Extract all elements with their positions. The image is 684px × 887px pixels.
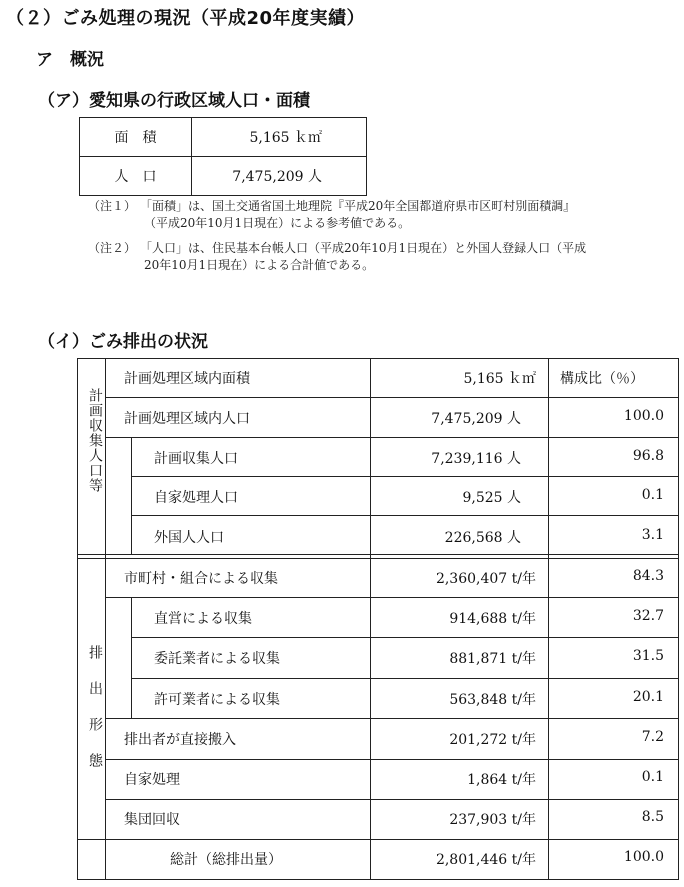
note-2-mark: （注２） (88, 241, 137, 255)
note-1-mark: （注１） (88, 199, 137, 213)
row-value: 201,272 t/年 (449, 732, 536, 748)
area-population-table (79, 117, 367, 196)
population-label: 人口 (80, 157, 192, 196)
row-value: 914,688 t/年 (449, 611, 536, 627)
heading-waste-emission: （イ）ごみ排出の状況 (38, 332, 208, 352)
row-value: 9,525 人 (462, 490, 521, 506)
row-ratio: 96.8 (632, 448, 664, 464)
note-2-text-cont: 20年10月1日現在）による合計値である。 (144, 258, 375, 272)
group-label-collection-population: 計画収集人口等 (87, 388, 103, 493)
row-value: 7,475,209 人 (431, 411, 521, 427)
row-value: 1,864 t/年 (467, 772, 536, 788)
row-label: 許可業者による収集 (154, 692, 280, 708)
row-ratio: 84.3 (632, 568, 664, 584)
row-label: 集団回収 (124, 812, 180, 828)
row-ratio: 32.7 (632, 608, 664, 624)
note-2-text: 「人口」は、住民基本台帳人口（平成20年10月1日現在）と外国人登録人口（平成 (140, 241, 587, 255)
row-label: 市町村・組合による収集 (124, 571, 278, 587)
note-1-text: 「面積」は、国土交通省国土地理院『平成20年全国都道府県市区町村別面積調』 (140, 199, 576, 213)
row-ratio: 8.5 (641, 809, 664, 825)
row-value: 5,165 ｋ㎡ (463, 371, 536, 387)
row-label: 排出者が直接搬入 (124, 732, 236, 748)
row-label: 計画収集人口 (154, 451, 238, 467)
row-label: 自家処理人口 (154, 490, 238, 506)
row-value: 7,239,116 人 (431, 451, 521, 467)
row-ratio: 3.1 (641, 527, 664, 543)
row-value: 881,871 t/年 (449, 651, 536, 667)
row-ratio: 100.0 (623, 408, 664, 424)
row-value: 563,848 t/年 (449, 692, 536, 708)
row-value: 237,903 t/年 (449, 812, 536, 828)
row-label: 計画処理区域内面積 (124, 371, 250, 387)
row-label: 計画処理区域内人口 (124, 411, 250, 427)
note-1-text-cont: （平成20年10月1日現在）による参考値である。 (144, 216, 411, 230)
population-value: 7,475,209 人 (192, 157, 367, 196)
table-row (80, 118, 367, 157)
row-ratio: 0.1 (641, 487, 664, 503)
row-ratio: 0.1 (641, 769, 664, 785)
total-value: 2,801,446 t/年 (435, 852, 536, 868)
row-ratio: 7.2 (641, 729, 664, 745)
row-label: 外国人人口 (154, 530, 224, 546)
row-value: 226,568 人 (444, 530, 521, 546)
row-ratio: 31.5 (632, 648, 664, 664)
total-label: 総計（総排出量） (170, 852, 282, 868)
ratio-header: 構成比（％） (560, 371, 644, 387)
row-value: 2,360,407 t/年 (435, 571, 536, 587)
heading-area-population: （ア）愛知県の行政区域人口・面積 (38, 91, 310, 111)
subsection-heading-overview: ア 概況 (36, 50, 104, 70)
area-value: 5,165 ｋ㎡ (192, 118, 367, 157)
row-label: 自家処理 (124, 772, 180, 788)
area-label: 面積 (80, 118, 192, 157)
table-row (80, 157, 367, 196)
row-label: 委託業者による収集 (154, 651, 280, 667)
section-heading: （２）ごみ処理の現況（平成20年度実績） (6, 8, 366, 29)
row-label: 直営による収集 (154, 611, 252, 627)
group-label-emission-type: 排出形態 (87, 645, 103, 789)
total-ratio: 100.0 (623, 849, 664, 865)
row-ratio: 20.1 (632, 689, 664, 705)
